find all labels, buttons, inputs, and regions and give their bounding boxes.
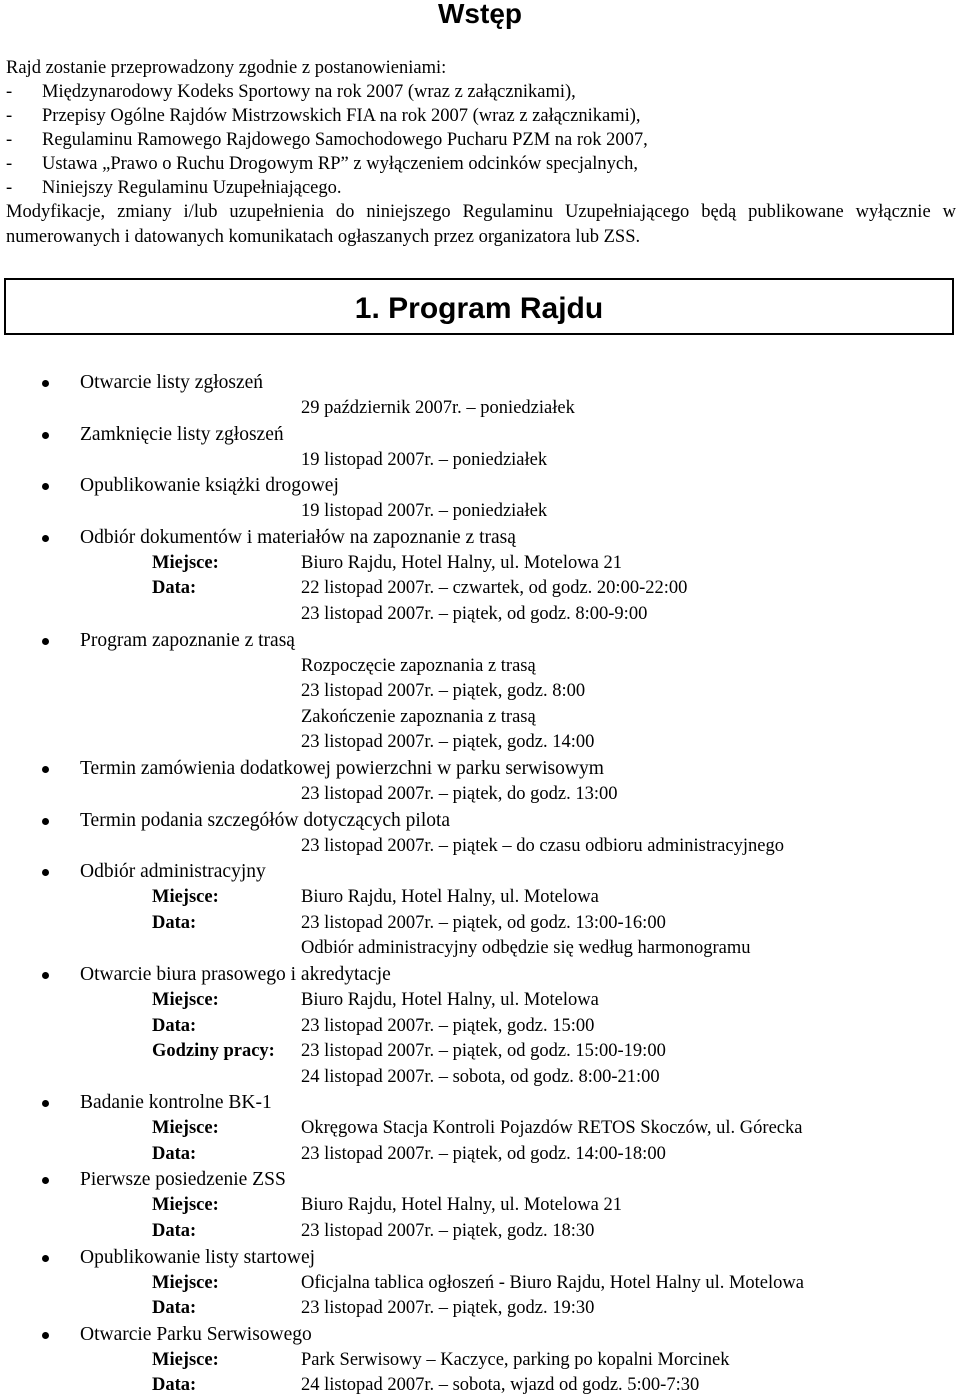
intro-bullet-text: Ustawa „Prawo o Ruchu Drogowym RP” z wyłączeniem odcinków specjalnych, bbox=[42, 154, 638, 174]
program-detail-row bbox=[0, 1116, 960, 1142]
detail-value: 24 listopad 2007r. – sobota, wjazd od godz. 5:00-7:30 bbox=[301, 1375, 700, 1396]
program-item-title bbox=[0, 859, 960, 885]
program-item-title-text: Otwarcie Parku Serwisowego bbox=[80, 1323, 312, 1345]
detail-label: Godziny pracy: bbox=[152, 1041, 275, 1062]
program-list bbox=[0, 370, 960, 1399]
detail-label: Miejsce: bbox=[152, 1272, 219, 1293]
program-detail-row bbox=[0, 885, 960, 911]
program-detail-row bbox=[0, 730, 960, 756]
detail-label: Miejsce: bbox=[152, 1118, 219, 1139]
detail-value: 23 listopad 2007r. – piątek, godz. 14:00 bbox=[301, 732, 595, 753]
program-item-title-text: Opublikowanie listy startowej bbox=[80, 1246, 316, 1268]
detail-label: Data: bbox=[152, 1143, 197, 1164]
program-detail-row bbox=[0, 679, 960, 705]
program-item-title-text: Badanie kontrolne BK-1 bbox=[80, 1092, 272, 1114]
program-detail-row bbox=[0, 1348, 960, 1374]
intro-bullet-item bbox=[6, 176, 956, 200]
program-detail-row bbox=[0, 654, 960, 680]
detail-value: 29 październik 2007r. – poniedziałek bbox=[301, 398, 575, 418]
program-detail-row bbox=[0, 936, 960, 962]
program-item bbox=[0, 1245, 960, 1322]
detail-value: Okręgowa Stacja Kontroli Pojazdów RETOS Skoczów, ul. Górecka bbox=[301, 1118, 803, 1139]
detail-label: Data: bbox=[152, 1298, 197, 1319]
program-item bbox=[0, 756, 960, 808]
intro-bullet-item bbox=[6, 104, 956, 128]
program-item-title-text: Termin zamówienia dodatkowej powierzchni w parku serwisowym bbox=[80, 757, 604, 779]
program-item bbox=[0, 473, 960, 525]
program-detail-row bbox=[0, 576, 960, 602]
detail-value: 23 listopad 2007r. – piątek, od godz. 14:00-18:00 bbox=[301, 1143, 666, 1164]
program-item-title-text: Zamknięcie listy zgłoszeń bbox=[80, 423, 284, 445]
program-item-title bbox=[0, 756, 960, 782]
program-item-title-text: Odbiór dokumentów i materiałów na zapoznanie z trasą bbox=[80, 526, 516, 548]
program-detail-row bbox=[0, 1219, 960, 1245]
program-item-title-text: Opublikowanie książki drogowej bbox=[80, 475, 339, 497]
program-item-title bbox=[0, 422, 960, 448]
program-item-title bbox=[0, 628, 960, 654]
detail-value: Park Serwisowy – Kaczyce, parking po kopalni Morcinek bbox=[301, 1349, 730, 1370]
program-item bbox=[0, 808, 960, 860]
detail-value: 22 listopad 2007r. – czwartek, od godz. 20:00-22:00 bbox=[301, 578, 688, 599]
dash-marker: - bbox=[6, 106, 13, 126]
program-item bbox=[0, 962, 960, 1090]
bullet-icon bbox=[42, 483, 49, 490]
bullet-icon bbox=[42, 972, 49, 979]
program-detail-row bbox=[0, 1142, 960, 1168]
detail-value: Biuro Rajdu, Hotel Halny, ul. Motelowa bbox=[301, 989, 599, 1010]
program-item bbox=[0, 859, 960, 962]
program-detail-row bbox=[0, 602, 960, 628]
detail-value: 24 listopad 2007r. – sobota, od godz. 8:00-21:00 bbox=[301, 1066, 660, 1087]
intro-bullet-text: Niniejszy Regulaminu Uzupełniającego. bbox=[42, 178, 342, 198]
program-item bbox=[0, 1322, 960, 1399]
detail-value: 23 listopad 2007r. – piątek, od godz. 15:00-19:00 bbox=[301, 1041, 666, 1062]
program-item-title-text: Termin podania szczegółów dotyczących pilota bbox=[80, 809, 451, 831]
program-item bbox=[0, 1090, 960, 1167]
detail-value: 23 listopad 2007r. – piątek, od godz. 13:00-16:00 bbox=[301, 912, 666, 933]
bullet-icon bbox=[42, 535, 49, 542]
detail-label: Miejsce: bbox=[152, 1349, 219, 1370]
bullet-icon bbox=[42, 869, 49, 876]
program-item-title bbox=[0, 1090, 960, 1116]
detail-value: Biuro Rajdu, Hotel Halny, ul. Motelowa 21 bbox=[301, 1195, 622, 1216]
program-detail-row bbox=[0, 988, 960, 1014]
bullet-icon bbox=[42, 1177, 49, 1184]
program-item-title bbox=[0, 1245, 960, 1271]
intro-bullet-text: Przepisy Ogólne Rajdów Mistrzowskich FIA na rok 2007 (wraz z załącznikami), bbox=[42, 106, 641, 126]
detail-value: Biuro Rajdu, Hotel Halny, ul. Motelowa 21 bbox=[301, 552, 622, 573]
program-item-title bbox=[0, 808, 960, 834]
detail-value: 23 listopad 2007r. – piątek, godz. 19:30 bbox=[301, 1298, 595, 1319]
program-detail-row bbox=[0, 705, 960, 731]
program-detail-row bbox=[0, 834, 960, 860]
bullet-icon bbox=[42, 1332, 49, 1339]
dash-marker: - bbox=[6, 154, 13, 174]
program-detail-row bbox=[0, 1065, 960, 1091]
intro-bullet-item bbox=[6, 152, 956, 176]
bullet-icon bbox=[42, 432, 49, 439]
detail-value: 19 listopad 2007r. – poniedziałek bbox=[301, 501, 548, 522]
detail-label: Data: bbox=[152, 912, 197, 933]
program-item-title-text: Otwarcie listy zgłoszeń bbox=[80, 372, 264, 393]
detail-value: 23 listopad 2007r. – piątek – do czasu odbioru administracyjnego bbox=[301, 835, 784, 856]
section-heading: 1. Program Rajdu bbox=[4, 278, 954, 335]
detail-label: Data: bbox=[152, 1375, 197, 1396]
detail-value: 23 listopad 2007r. – piątek, godz. 8:00 bbox=[301, 681, 586, 702]
program-item-title-text: Odbiór administracyjny bbox=[80, 861, 266, 883]
detail-value: Rozpoczęcie zapoznania z trasą bbox=[301, 655, 536, 676]
intro-bullet-list bbox=[6, 80, 956, 200]
program-item-title bbox=[0, 525, 960, 551]
program-detail-row bbox=[0, 1039, 960, 1065]
detail-value: 23 listopad 2007r. – piątek, do godz. 13:00 bbox=[301, 783, 618, 804]
program-detail-row bbox=[0, 499, 960, 525]
program-item bbox=[0, 525, 960, 628]
detail-value: Zakończenie zapoznania z trasą bbox=[301, 706, 536, 727]
bullet-icon bbox=[42, 818, 49, 825]
bullet-icon bbox=[42, 766, 49, 773]
program-item bbox=[0, 1167, 960, 1244]
dash-marker: - bbox=[6, 130, 13, 150]
intro-lead: Rajd zostanie przeprowadzony zgodnie z postanowieniami: bbox=[6, 58, 447, 78]
program-item bbox=[0, 628, 960, 756]
program-item bbox=[0, 422, 960, 474]
detail-value: Oficjalna tablica ogłoszeń - Biuro Rajdu, Hotel Halny ul. Motelowa bbox=[301, 1272, 804, 1293]
program-detail-row bbox=[0, 1014, 960, 1040]
bullet-icon bbox=[42, 1255, 49, 1262]
bullet-icon bbox=[42, 1100, 49, 1107]
program-detail-row bbox=[0, 1193, 960, 1219]
intro-paragraph: Modyfikacje, zmiany i/lub uzupełnienia do niniejszego Regulaminu Uzupełniającego będą publikowane wyłącznie w numerowanych i datowanych komunikatach ogłaszanych przez organizatora lub ZSS. bbox=[6, 202, 956, 247]
intro-section bbox=[6, 56, 956, 250]
detail-value: 23 listopad 2007r. – piątek, od godz. 8:00-9:00 bbox=[301, 603, 648, 624]
program-item bbox=[0, 370, 960, 422]
detail-label: Data: bbox=[152, 1221, 197, 1242]
intro-bullet-item bbox=[6, 80, 956, 104]
program-detail-row bbox=[0, 1271, 960, 1297]
detail-label: Miejsce: bbox=[152, 989, 219, 1010]
program-item-title-text: Otwarcie biura prasowego i akredytacje bbox=[80, 963, 391, 985]
dash-marker: - bbox=[6, 178, 13, 198]
program-detail-row bbox=[0, 396, 960, 422]
program-item-title-text: Pierwsze posiedzenie ZSS bbox=[80, 1169, 286, 1191]
intro-bullet-text: Regulaminu Ramowego Rajdowego Samochodowego Pucharu PZM na rok 2007, bbox=[42, 130, 648, 150]
program-detail-row bbox=[0, 1296, 960, 1322]
bullet-icon bbox=[42, 380, 49, 387]
program-detail-row bbox=[0, 782, 960, 808]
detail-value: Odbiór administracyjny odbędzie się według harmonogramu bbox=[301, 938, 751, 959]
program-detail-row bbox=[0, 1373, 960, 1399]
program-item-title bbox=[0, 473, 960, 499]
intro-bullet-text: Międzynarodowy Kodeks Sportowy na rok 2007 (wraz z załącznikami), bbox=[42, 82, 576, 102]
detail-label: Miejsce: bbox=[152, 1195, 219, 1216]
program-item-title bbox=[0, 1167, 960, 1193]
program-detail-row bbox=[0, 911, 960, 937]
dash-marker: - bbox=[6, 82, 13, 102]
detail-value: Biuro Rajdu, Hotel Halny, ul. Motelowa bbox=[301, 887, 599, 908]
program-item-title bbox=[0, 1322, 960, 1348]
page-title: Wstęp bbox=[438, 0, 522, 29]
detail-value: 19 listopad 2007r. – poniedziałek bbox=[301, 449, 548, 470]
program-detail-row bbox=[0, 551, 960, 577]
detail-value: 23 listopad 2007r. – piątek, godz. 15:00 bbox=[301, 1015, 595, 1036]
detail-label: Miejsce: bbox=[152, 887, 219, 908]
program-detail-row bbox=[0, 448, 960, 474]
detail-label: Miejsce: bbox=[152, 552, 219, 573]
program-item-title bbox=[0, 370, 960, 396]
bullet-icon bbox=[42, 638, 49, 645]
detail-label: Data: bbox=[152, 578, 197, 599]
detail-value: 23 listopad 2007r. – piątek, godz. 18:30 bbox=[301, 1221, 595, 1242]
intro-bullet-item bbox=[6, 128, 956, 152]
program-item-title-text: Program zapoznanie z trasą bbox=[80, 629, 295, 651]
detail-label: Data: bbox=[152, 1015, 197, 1036]
program-item-title bbox=[0, 962, 960, 988]
